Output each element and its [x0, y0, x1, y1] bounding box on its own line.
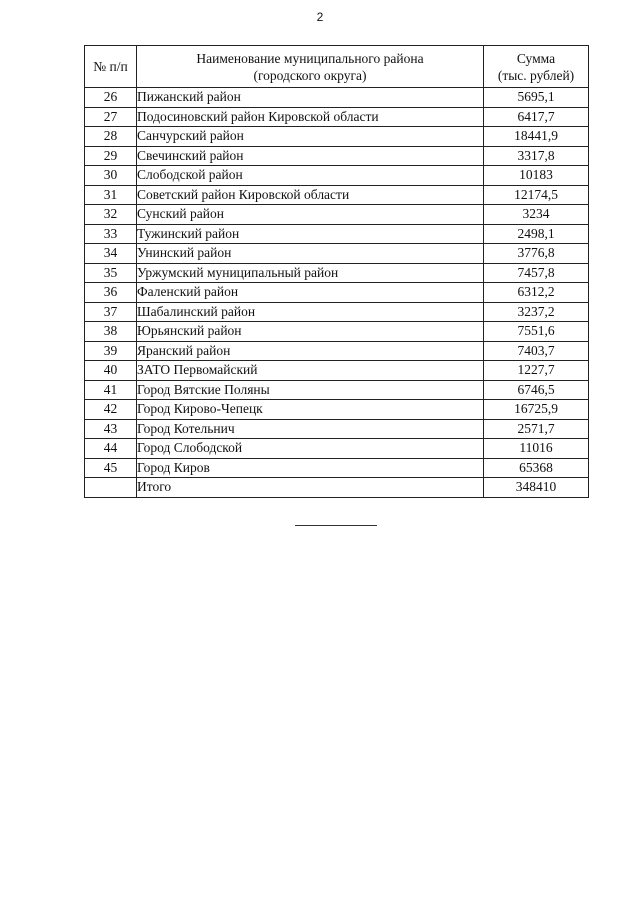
- row-name: Город Слободской: [137, 439, 484, 459]
- header-sum: [484, 46, 589, 88]
- row-name: Свечинский район: [137, 146, 484, 166]
- row-sum: 16725,9: [484, 400, 589, 420]
- table-row: [85, 88, 589, 108]
- row-name: Шабалинский район: [137, 302, 484, 322]
- row-number: 27: [85, 107, 137, 127]
- table-row: [85, 400, 589, 420]
- row-name: Яранский район: [137, 341, 484, 361]
- row-name: Санчурский район: [137, 127, 484, 147]
- row-name: Юрьянский район: [137, 322, 484, 342]
- row-number: 29: [85, 146, 137, 166]
- row-name: Подосиновский район Кировской области: [137, 107, 484, 127]
- row-number: 37: [85, 302, 137, 322]
- row-sum: 3237,2: [484, 302, 589, 322]
- row-sum: 6312,2: [484, 283, 589, 303]
- row-number: 39: [85, 341, 137, 361]
- row-sum: 6746,5: [484, 380, 589, 400]
- header-name: [137, 46, 484, 88]
- table-row: [85, 283, 589, 303]
- row-number: [85, 478, 137, 498]
- table-row: [85, 224, 589, 244]
- row-name: Унинский район: [137, 244, 484, 264]
- row-number: 28: [85, 127, 137, 147]
- header-name-line1: Наименование муниципального района: [196, 50, 424, 66]
- table-row: [85, 185, 589, 205]
- row-number: 44: [85, 439, 137, 459]
- table-row: [85, 263, 589, 283]
- row-number: 38: [85, 322, 137, 342]
- closing-divider: [295, 525, 377, 526]
- row-name: Город Киров: [137, 458, 484, 478]
- table-row: [85, 146, 589, 166]
- row-number: 35: [85, 263, 137, 283]
- row-name: Фаленский район: [137, 283, 484, 303]
- row-name: Город Вятские Поляны: [137, 380, 484, 400]
- row-name: ЗАТО Первомайский: [137, 361, 484, 381]
- table-row: [85, 302, 589, 322]
- row-sum: 10183: [484, 166, 589, 186]
- table-body: [85, 88, 589, 498]
- row-sum: 11016: [484, 439, 589, 459]
- row-number: 40: [85, 361, 137, 381]
- table-row: [85, 361, 589, 381]
- row-number: 34: [85, 244, 137, 264]
- row-sum: 3317,8: [484, 146, 589, 166]
- row-sum: 2571,7: [484, 419, 589, 439]
- table-row: [85, 458, 589, 478]
- row-name: Уржумский муниципальный район: [137, 263, 484, 283]
- row-sum: 12174,5: [484, 185, 589, 205]
- budget-table: [84, 45, 589, 498]
- row-number: 30: [85, 166, 137, 186]
- page-number: 2: [316, 10, 324, 24]
- row-number: 31: [85, 185, 137, 205]
- row-sum: 1227,7: [484, 361, 589, 381]
- row-sum: 18441,9: [484, 127, 589, 147]
- table-row: [85, 244, 589, 264]
- table-row: [85, 380, 589, 400]
- row-name: Тужинский район: [137, 224, 484, 244]
- header-number: [85, 46, 137, 88]
- row-number: 36: [85, 283, 137, 303]
- header-number-label: № п/п: [93, 59, 128, 74]
- total-row: [85, 478, 589, 498]
- table-row: [85, 107, 589, 127]
- row-sum: 348410: [484, 478, 589, 498]
- row-sum: 7551,6: [484, 322, 589, 342]
- table-row: [85, 205, 589, 225]
- header-name-line2: (городского округа): [253, 67, 367, 83]
- table-header-row: [85, 46, 589, 88]
- row-number: 26: [85, 88, 137, 108]
- row-name: Сунский район: [137, 205, 484, 225]
- header-sum-line2: (тыс. рублей): [497, 67, 575, 83]
- table-row: [85, 439, 589, 459]
- row-sum: 3776,8: [484, 244, 589, 264]
- row-sum: 2498,1: [484, 224, 589, 244]
- table-row: [85, 166, 589, 186]
- row-sum: 7403,7: [484, 341, 589, 361]
- row-number: 42: [85, 400, 137, 420]
- row-name: Слободской район: [137, 166, 484, 186]
- table-row: [85, 419, 589, 439]
- row-name: Советский район Кировской области: [137, 185, 484, 205]
- row-sum: 6417,7: [484, 107, 589, 127]
- row-sum: 7457,8: [484, 263, 589, 283]
- row-name: Город Котельнич: [137, 419, 484, 439]
- row-sum: 3234: [484, 205, 589, 225]
- row-number: 43: [85, 419, 137, 439]
- header-sum-line1: Сумма: [516, 50, 556, 66]
- table-row: [85, 341, 589, 361]
- row-name: Пижанский район: [137, 88, 484, 108]
- row-name: Итого: [137, 478, 484, 498]
- row-number: 45: [85, 458, 137, 478]
- row-name: Город Кирово-Чепецк: [137, 400, 484, 420]
- row-sum: 65368: [484, 458, 589, 478]
- row-number: 33: [85, 224, 137, 244]
- table-row: [85, 127, 589, 147]
- row-sum: 5695,1: [484, 88, 589, 108]
- table-row: [85, 322, 589, 342]
- row-number: 41: [85, 380, 137, 400]
- row-number: 32: [85, 205, 137, 225]
